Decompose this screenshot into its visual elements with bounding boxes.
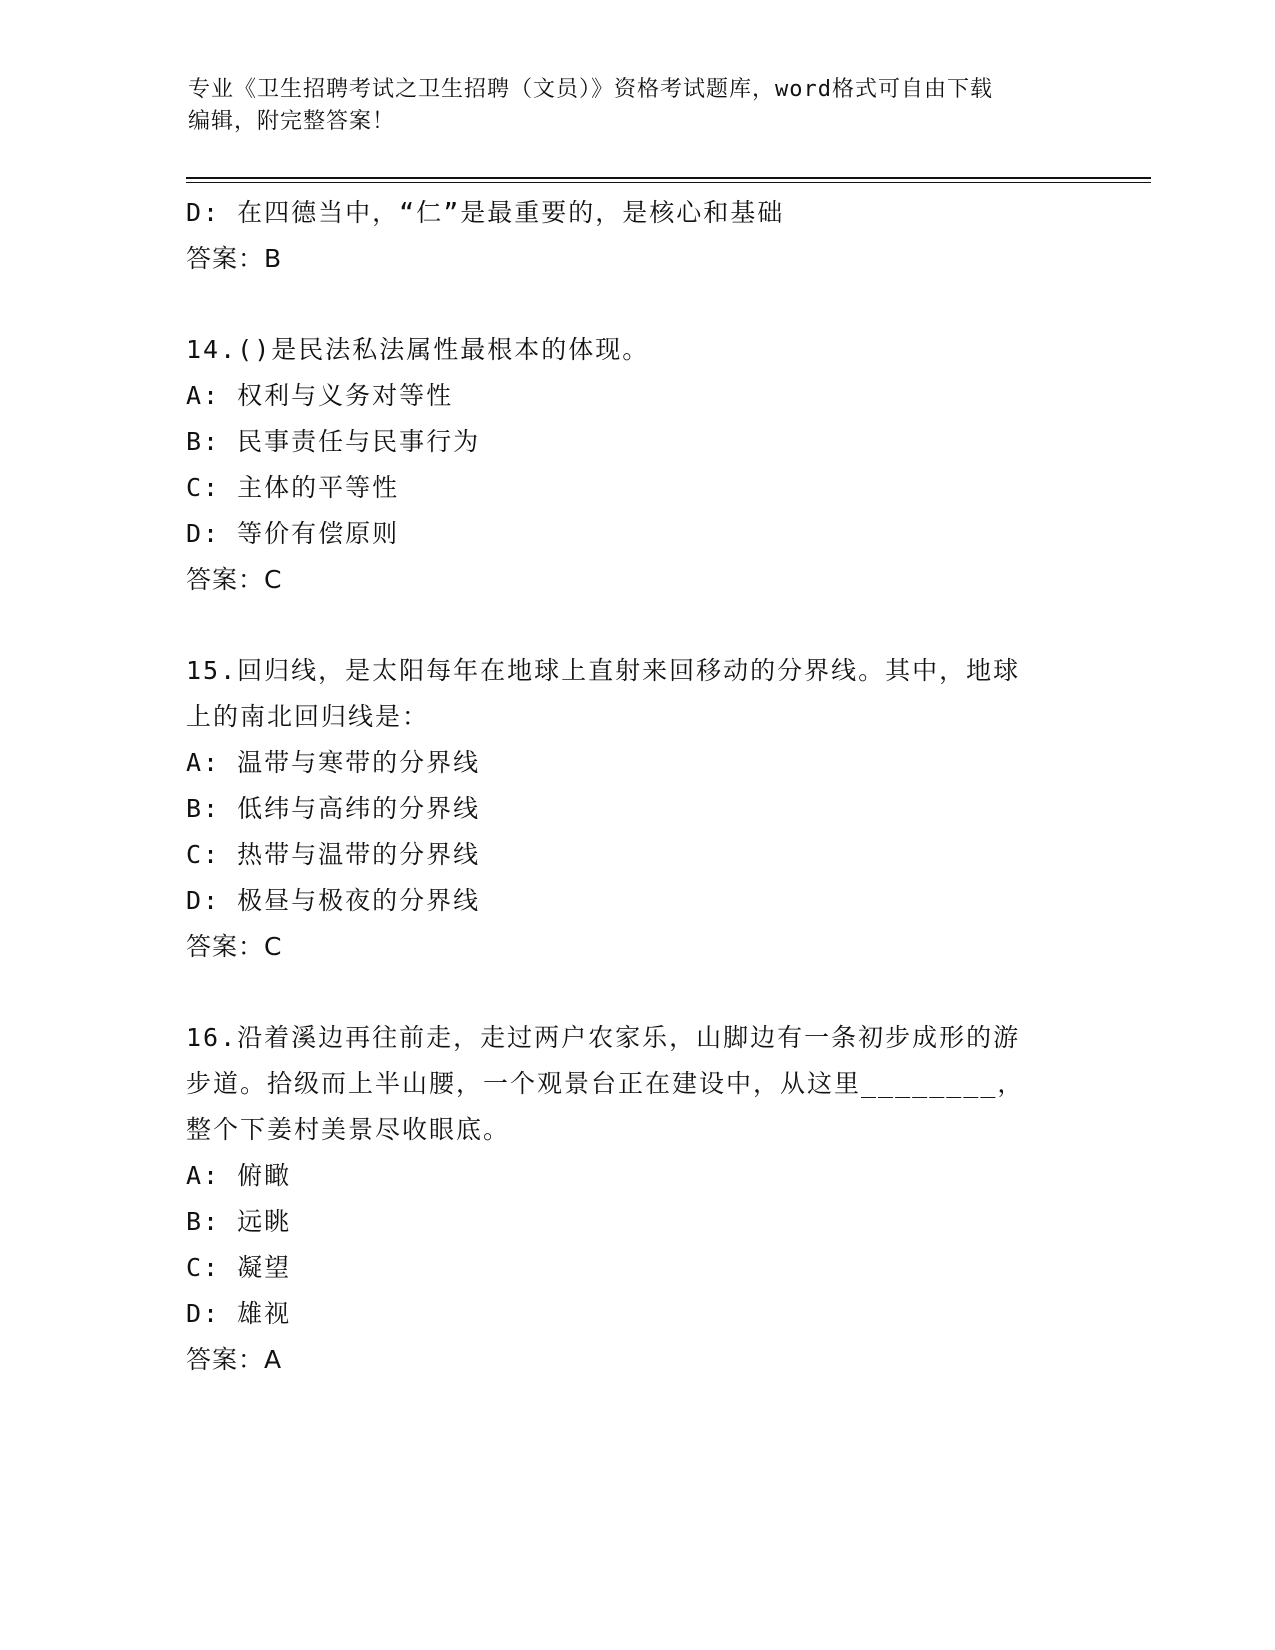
question-14 bbox=[186, 327, 1086, 603]
header-divider-thick bbox=[186, 177, 1151, 179]
option-d: D: 在四德当中，“仁”是最重要的，是核心和基础 bbox=[186, 198, 785, 227]
header-line-2: 编辑，附完整答案！ bbox=[188, 109, 396, 134]
question-text: 步道。拾级而上半山腰，一个观景台正在建设中，从这里________， bbox=[186, 1069, 1025, 1098]
option-b: B: 低纬与高纬的分界线 bbox=[186, 794, 481, 823]
question-text: 整个下姜村美景尽收眼底。 bbox=[186, 1115, 511, 1144]
answer-line: 答案：B bbox=[186, 244, 283, 273]
question-text: 16.沿着溪边再往前走，走过两户农家乐，山脚边有一条初步成形的游 bbox=[186, 1023, 1021, 1052]
answer-line: 答案：C bbox=[186, 932, 283, 961]
document-body bbox=[186, 190, 1086, 1383]
option-b: B: 民事责任与民事行为 bbox=[186, 427, 481, 456]
document-header bbox=[188, 74, 1068, 138]
previous-question-tail bbox=[186, 190, 1086, 282]
question-text: 上的南北回归线是： bbox=[186, 702, 430, 731]
question-text: 15.回归线，是太阳每年在地球上直射来回移动的分界线。其中，地球 bbox=[186, 656, 1021, 685]
option-c: C: 凝望 bbox=[186, 1253, 292, 1282]
option-d: D: 雄视 bbox=[186, 1299, 292, 1328]
header-divider-thin bbox=[186, 182, 1151, 183]
header-line-1: 专业《卫生招聘考试之卫生招聘（文员）》资格考试题库，word格式可自由下载 bbox=[188, 77, 993, 102]
question-text: 14.()是民法私法属性最根本的体现。 bbox=[186, 335, 650, 364]
answer-line: 答案：C bbox=[186, 565, 283, 594]
spacer bbox=[186, 970, 1086, 1015]
option-c: C: 主体的平等性 bbox=[186, 473, 400, 502]
question-15 bbox=[186, 648, 1086, 970]
answer-line: 答案：A bbox=[186, 1345, 283, 1374]
option-a: A: 温带与寒带的分界线 bbox=[186, 748, 481, 777]
spacer bbox=[186, 282, 1086, 327]
spacer bbox=[186, 603, 1086, 648]
option-a: A: 权利与义务对等性 bbox=[186, 381, 454, 410]
option-d: D: 等价有偿原则 bbox=[186, 519, 400, 548]
option-c: C: 热带与温带的分界线 bbox=[186, 840, 481, 869]
option-b: B: 远眺 bbox=[186, 1207, 292, 1236]
option-d: D: 极昼与极夜的分界线 bbox=[186, 886, 481, 915]
question-16 bbox=[186, 1015, 1086, 1383]
option-a: A: 俯瞰 bbox=[186, 1161, 292, 1190]
